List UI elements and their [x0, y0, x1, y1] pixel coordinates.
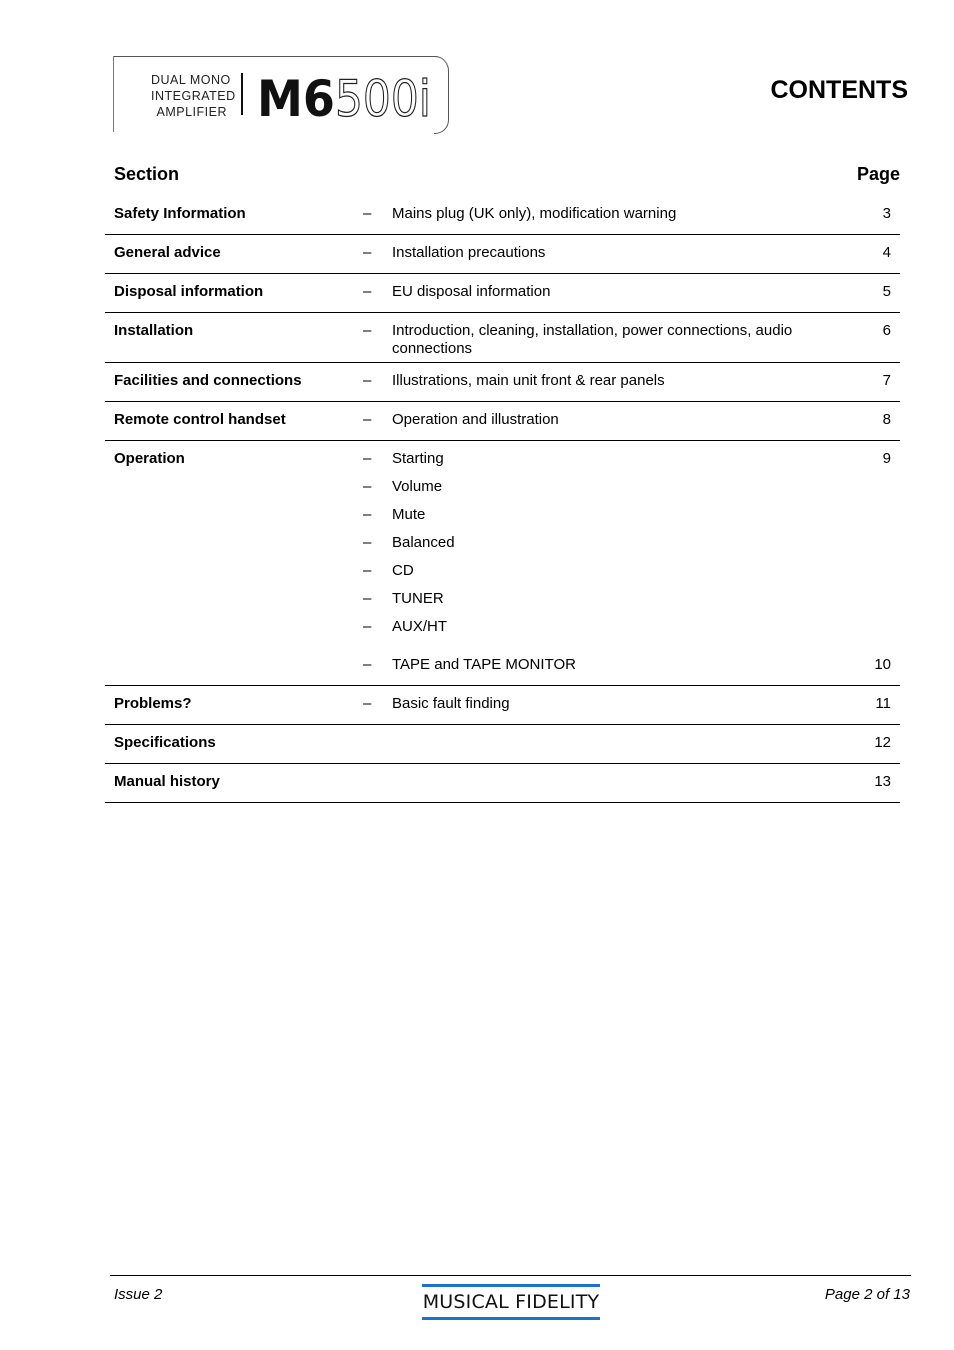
- toc-entry: [105, 562, 900, 590]
- footer-divider: [110, 1275, 911, 1276]
- logo-line-1: DUAL MONO: [151, 73, 231, 87]
- toc-entry: [105, 656, 900, 684]
- toc-row: [105, 313, 900, 363]
- page-header: Page: [856, 164, 900, 184]
- toc-row: [105, 402, 900, 441]
- toc-section-title: Safety Information: [114, 205, 246, 222]
- toc-dash: –: [363, 450, 372, 467]
- toc-page-number: 9: [882, 450, 891, 467]
- toc-entry: [105, 534, 900, 562]
- toc-dash: –: [363, 534, 372, 551]
- toc-entry: [105, 618, 900, 646]
- toc-page-number: 5: [882, 283, 891, 300]
- toc-description: Balanced: [392, 534, 455, 551]
- toc-dash: –: [363, 411, 372, 428]
- model-bold-text: M6: [257, 70, 335, 120]
- toc-page-number: 11: [875, 695, 891, 712]
- model-outline-text: 500i: [335, 70, 431, 120]
- toc-section-title: General advice: [114, 244, 221, 261]
- logo-line-3: AMPLIFIER: [156, 105, 227, 119]
- toc-description: Introduction, cleaning, installation, power connections, audio connections: [392, 322, 793, 357]
- toc-description: Installation precautions: [392, 244, 546, 261]
- toc-dash: –: [363, 562, 372, 579]
- toc-description: Starting: [392, 450, 444, 467]
- toc-section-title: Installation: [114, 322, 194, 339]
- toc-entry: [105, 590, 900, 618]
- toc-row: [105, 274, 900, 313]
- toc-page-number: 10: [874, 656, 891, 673]
- toc-section-title: Operation: [114, 450, 185, 467]
- toc-entry: [105, 205, 900, 233]
- brand-logo: MUSICAL FIDELITY: [422, 1284, 600, 1320]
- toc-description: Operation and illustration: [392, 411, 559, 428]
- logo-subtitle: [151, 72, 236, 120]
- toc-description: EU disposal information: [392, 283, 551, 300]
- toc-dash: –: [363, 506, 372, 523]
- toc-section-title: Facilities and connections: [114, 372, 302, 389]
- toc-dash: –: [363, 695, 372, 712]
- toc-row: [105, 363, 900, 402]
- toc-dash: –: [363, 656, 372, 673]
- toc-page-number: 7: [882, 372, 891, 389]
- toc-entry: [105, 773, 900, 801]
- section-header: Section: [114, 164, 180, 184]
- toc-dash: –: [363, 283, 372, 300]
- toc-row: [105, 764, 900, 803]
- toc-page-number: 13: [874, 773, 891, 790]
- toc-section-title: Problems?: [114, 695, 192, 712]
- toc-description: TUNER: [392, 590, 444, 607]
- logo-line-2: INTEGRATED: [151, 89, 236, 103]
- toc-page-number: 6: [882, 322, 891, 339]
- toc-entry: [105, 450, 900, 478]
- toc-entry: [105, 506, 900, 534]
- toc-entry: [105, 372, 900, 400]
- toc-description: Mute: [392, 506, 426, 523]
- toc-section-title: Disposal information: [114, 283, 264, 300]
- toc-description: Volume: [392, 478, 443, 495]
- toc-description: CD: [392, 562, 414, 579]
- toc-entry: [105, 322, 900, 360]
- toc-dash: –: [363, 205, 372, 222]
- toc-description: Mains plug (UK only), modification warning: [392, 205, 677, 222]
- toc-dash: –: [363, 618, 372, 635]
- toc-dash: –: [363, 322, 372, 339]
- model-logo: [257, 70, 437, 125]
- toc-row: [105, 725, 900, 764]
- toc-dash: –: [363, 590, 372, 607]
- issue-label: Issue 2: [114, 1286, 163, 1303]
- toc-entry: [105, 734, 900, 762]
- toc-description: TAPE and TAPE MONITOR: [392, 656, 576, 673]
- toc-page-number: 3: [882, 205, 891, 222]
- toc-section-title: Manual history: [114, 773, 220, 790]
- toc-entry: [105, 283, 900, 311]
- toc-description: Illustrations, main unit front & rear panels: [392, 372, 665, 389]
- contents-table: [105, 196, 900, 803]
- toc-row: [105, 196, 900, 235]
- toc-page-number: 4: [882, 244, 891, 261]
- toc-dash: –: [363, 244, 372, 261]
- toc-entry: [105, 411, 900, 439]
- toc-section-title: Remote control handset: [114, 411, 286, 428]
- toc-page-number: 8: [882, 411, 891, 428]
- toc-dash: –: [363, 372, 372, 389]
- toc-description: Basic fault finding: [392, 695, 510, 712]
- page-title: CONTENTS: [770, 76, 908, 104]
- toc-entry: [105, 695, 900, 723]
- toc-entry: [105, 478, 900, 506]
- toc-row: [105, 441, 900, 686]
- toc-entry: [105, 244, 900, 272]
- toc-row: [105, 686, 900, 725]
- toc-page-number: 12: [874, 734, 891, 751]
- toc-description: AUX/HT: [392, 618, 448, 635]
- toc-section-title: Specifications: [114, 734, 216, 751]
- page-number: Page 2 of 13: [824, 1286, 910, 1303]
- logo-divider: [241, 73, 243, 115]
- toc-row: [105, 235, 900, 274]
- toc-dash: –: [363, 478, 372, 495]
